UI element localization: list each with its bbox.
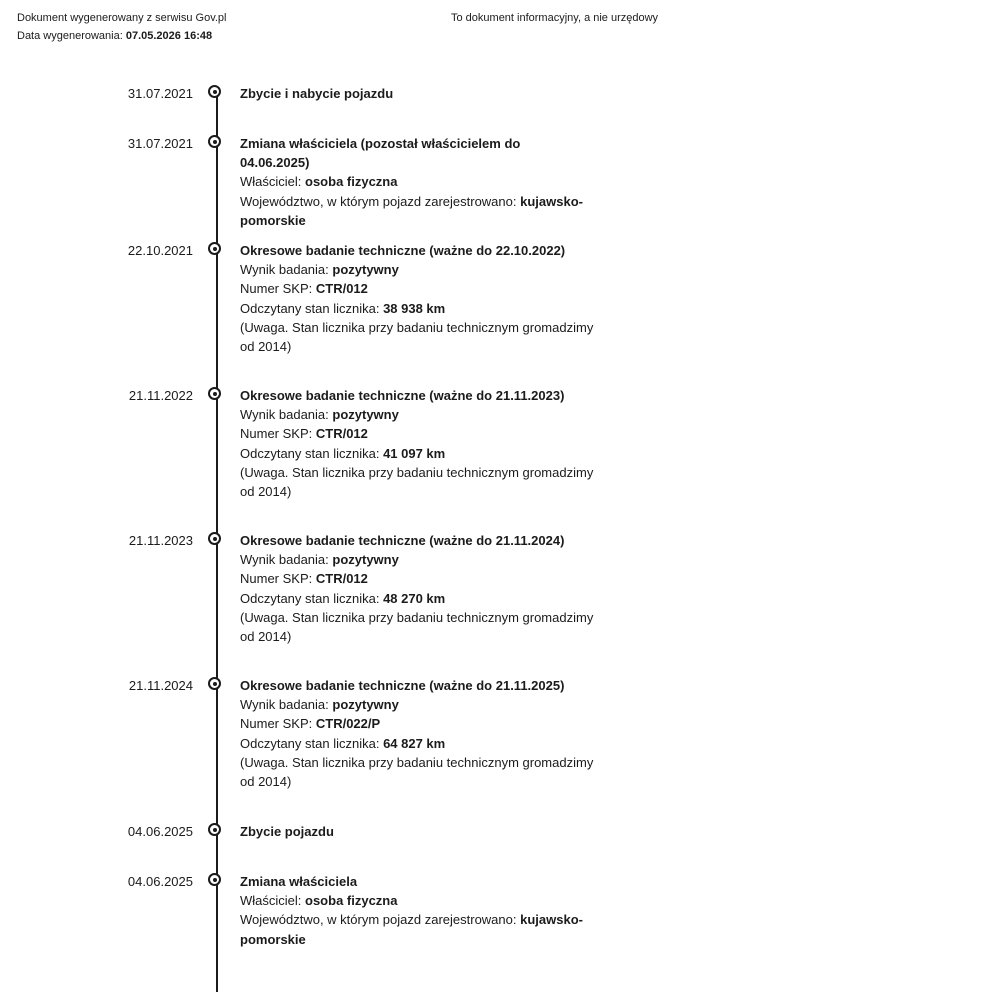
timeline-dot-icon bbox=[208, 135, 221, 148]
region-label: Województwo, w którym pojazd zarejestrowano: bbox=[240, 912, 521, 928]
event-owner bbox=[240, 891, 590, 910]
event-date: 04.06.2025 bbox=[127, 824, 193, 839]
region-value: kujawsko-pomorskie bbox=[240, 193, 583, 228]
skp-label: Numer SKP: bbox=[240, 716, 316, 732]
odometer-value: 41 097 km bbox=[383, 445, 446, 461]
skp-value: CTR/022/P bbox=[315, 716, 381, 732]
event-result bbox=[240, 695, 610, 714]
skp-label: Numer SKP: bbox=[240, 571, 316, 587]
skp-label: Numer SKP: bbox=[240, 281, 316, 297]
event-title: Zmiana właściciela (pozostał właścicielem do 04.06.2025) bbox=[240, 136, 521, 171]
event-title: Zbycie i nabycie pojazdu bbox=[240, 86, 394, 101]
timeline-dot-icon bbox=[208, 242, 221, 255]
event-skp bbox=[240, 714, 610, 733]
region-value: kujawsko-pomorskie bbox=[240, 912, 583, 947]
region-label: Województwo, w którym pojazd zarejestrowano: bbox=[240, 193, 521, 209]
event-title: Zbycie pojazdu bbox=[240, 824, 334, 839]
event-note: (Uwaga. Stan licznika przy badaniu technicznym gromadzimy od 2014) bbox=[240, 609, 594, 645]
header-date-value: 07.05.2026 16:48 bbox=[125, 30, 213, 42]
skp-value: CTR/012 bbox=[315, 281, 368, 297]
odometer-label: Odczytany stan licznika: bbox=[240, 300, 384, 316]
skp-value: CTR/012 bbox=[315, 426, 368, 442]
event-body bbox=[240, 84, 620, 103]
event-skp bbox=[240, 569, 610, 588]
result-value: pozytywny bbox=[332, 552, 399, 568]
event-title: Zmiana właściciela bbox=[240, 874, 358, 889]
event-date: 31.07.2021 bbox=[127, 136, 193, 151]
event-skp bbox=[240, 424, 610, 443]
result-label: Wynik badania: bbox=[240, 552, 333, 568]
odometer-value: 48 270 km bbox=[383, 590, 446, 606]
event-result bbox=[240, 550, 610, 569]
odometer-label: Odczytany stan licznika: bbox=[240, 735, 384, 751]
result-value: pozytywny bbox=[332, 697, 399, 713]
event-date: 21.11.2023 bbox=[128, 533, 193, 548]
event-body bbox=[240, 822, 620, 841]
result-label: Wynik badania: bbox=[240, 697, 333, 713]
event-result bbox=[240, 405, 610, 424]
timeline-dot-icon bbox=[208, 873, 221, 886]
event-title: Okresowe badanie techniczne (ważne do 21.11.2023) bbox=[240, 388, 565, 403]
event-body bbox=[240, 676, 610, 791]
result-value: pozytywny bbox=[332, 407, 399, 423]
timeline-dot-icon bbox=[208, 823, 221, 836]
event-body bbox=[240, 386, 610, 501]
event-owner bbox=[240, 172, 590, 191]
timeline-dot-icon bbox=[208, 532, 221, 545]
timeline-dot-icon bbox=[208, 387, 221, 400]
event-region bbox=[240, 192, 590, 230]
event-result bbox=[240, 260, 610, 279]
result-label: Wynik badania: bbox=[240, 407, 333, 423]
owner-value: osoba fizyczna bbox=[305, 174, 398, 190]
event-body bbox=[240, 241, 610, 356]
event-odometer bbox=[240, 444, 610, 463]
odometer-value: 38 938 km bbox=[383, 300, 446, 316]
header-date-label: Data wygenerowania: bbox=[17, 30, 126, 42]
event-title: Okresowe badanie techniczne (ważne do 22.10.2022) bbox=[240, 243, 566, 258]
event-note: (Uwaga. Stan licznika przy badaniu technicznym gromadzimy od 2014) bbox=[240, 319, 594, 355]
header-source: Dokument wygenerowany z serwisu Gov.pl bbox=[17, 12, 227, 24]
event-date: 31.07.2021 bbox=[127, 86, 193, 101]
event-note: (Uwaga. Stan licznika przy badaniu technicznym gromadzimy od 2014) bbox=[240, 464, 594, 500]
result-label: Wynik badania: bbox=[240, 262, 333, 278]
event-odometer bbox=[240, 299, 610, 318]
event-title: Okresowe badanie techniczne (ważne do 21.11.2025) bbox=[240, 678, 565, 693]
event-date: 22.10.2021 bbox=[127, 243, 193, 258]
owner-label: Właściciel: bbox=[240, 174, 306, 190]
owner-label: Właściciel: bbox=[240, 893, 306, 909]
odometer-label: Odczytany stan licznika: bbox=[240, 445, 384, 461]
event-date: 21.11.2024 bbox=[128, 678, 193, 693]
odometer-value: 64 827 km bbox=[383, 735, 446, 751]
skp-label: Numer SKP: bbox=[240, 426, 316, 442]
result-value: pozytywny bbox=[332, 262, 399, 278]
event-note: (Uwaga. Stan licznika przy badaniu technicznym gromadzimy od 2014) bbox=[240, 754, 594, 790]
event-body bbox=[240, 134, 590, 230]
timeline-dot-icon bbox=[208, 677, 221, 690]
event-date: 21.11.2022 bbox=[128, 388, 193, 403]
skp-value: CTR/012 bbox=[315, 571, 368, 587]
header-generated-date bbox=[17, 27, 227, 45]
timeline-dot-icon bbox=[208, 85, 221, 98]
owner-value: osoba fizyczna bbox=[305, 893, 398, 909]
header-disclaimer: To dokument informacyjny, a nie urzędowy bbox=[451, 12, 659, 24]
event-body bbox=[240, 531, 610, 646]
event-skp bbox=[240, 279, 610, 298]
event-region bbox=[240, 910, 590, 948]
event-title: Okresowe badanie techniczne (ważne do 21.11.2024) bbox=[240, 533, 565, 548]
odometer-label: Odczytany stan licznika: bbox=[240, 590, 384, 606]
header-generated-info bbox=[17, 9, 227, 45]
event-odometer bbox=[240, 589, 610, 608]
event-body bbox=[240, 872, 590, 949]
event-odometer bbox=[240, 734, 610, 753]
event-date: 04.06.2025 bbox=[127, 874, 193, 889]
